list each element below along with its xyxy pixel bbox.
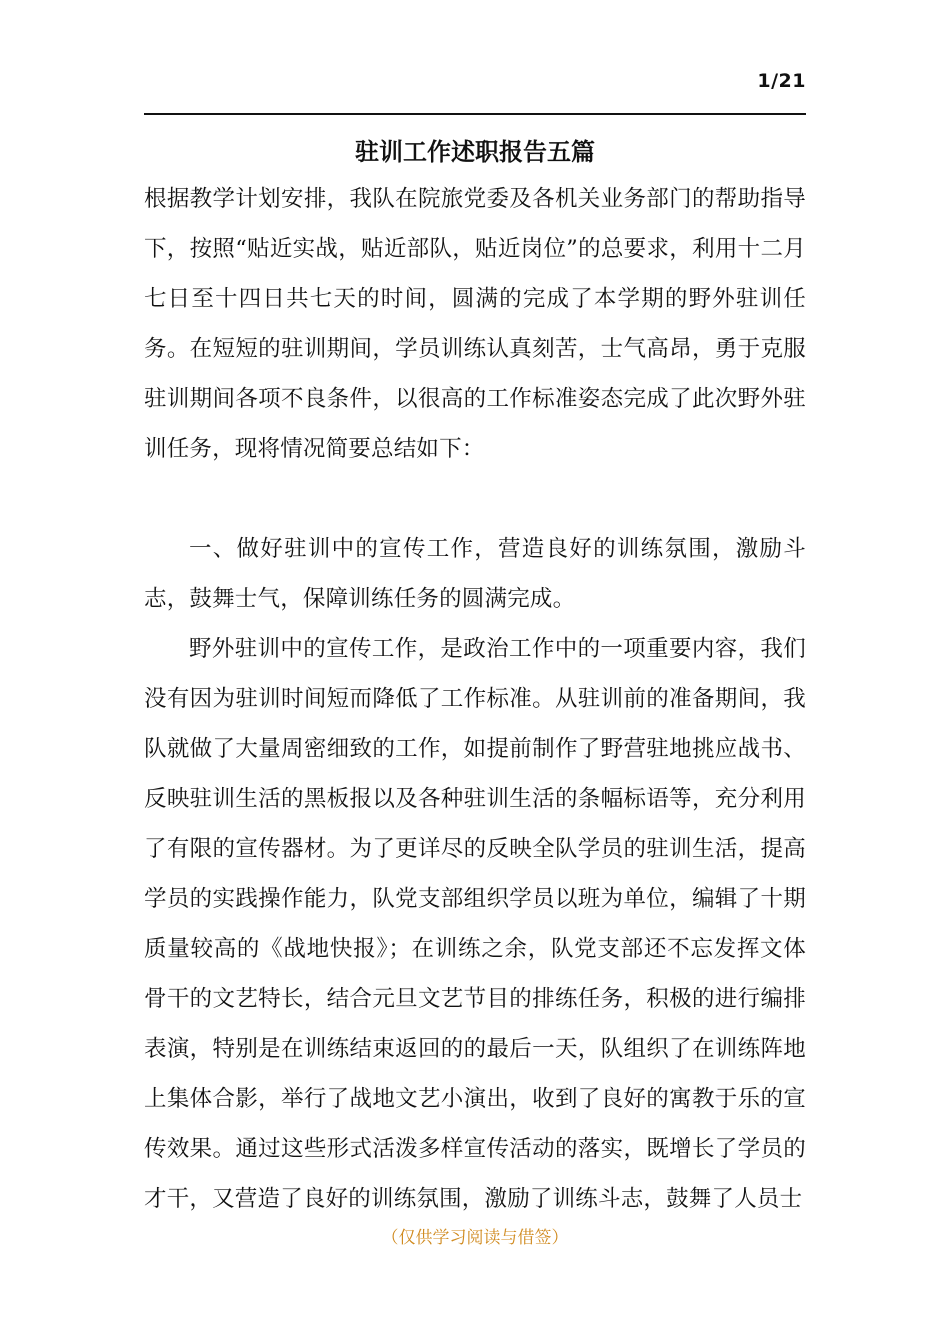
section-heading-1: 一、做好驻训中的宣传工作，营造良好的训练氛围，激励斗志，鼓舞士气，保障训练任务的圆满完成。 — [144, 536, 806, 612]
document-body — [144, 174, 806, 1224]
paragraph-spacer — [144, 474, 806, 524]
document-title: 驻训工作述职报告五篇 — [355, 138, 595, 166]
header-divider — [144, 113, 806, 115]
footer-note: （仅供学习阅读与借签） — [381, 1228, 569, 1248]
page-number: 1/21 — [757, 70, 806, 92]
paragraph-intro: 根据教学计划安排，我队在院旅党委及各机关业务部门的帮助指导下，按照“贴近实战，贴近部队，贴近岗位”的总要求，利用十二月七日至十四日共七天的时间，圆满的完成了本学期的野外驻训任务。在短短的驻训期间，学员训练认真刻苦，士气高昂，勇于克服驻训期间各项不良条件，以很高的工作标准姿态完成了此次野外驻训任务，现将情况简要总结如下： — [144, 186, 806, 462]
paragraph-section-1: 野外驻训中的宣传工作，是政治工作中的一项重要内容，我们没有因为驻训时间短而降低了工作标准。从驻训前的准备期间，我队就做了大量周密细致的工作，如提前制作了野营驻地挑应战书、反映驻训生活的黑板报以及各种驻训生活的条幅标语等，充分利用了有限的宣传器材。为了更详尽的反映全队学员的驻训生活，提高学员的实践操作能力，队党支部组织学员以班为单位，编辑了十期质量较高的《战地快报》；在训练之余，队党支部还不忘发挥文体骨干的文艺特长，结合元旦文艺节目的排练任务，积极的进行编排表演，特别是在训练结束返回的的最后一天，队组织了在训练阵地上集体合影，举行了战地文艺小演出，收到了良好的寓教于乐的宣传效果。通过这些形式活泼多样宣传活动的落实，既增长了学员的才干，又营造了良好的训练氛围，激励了训练斗志，鼓舞了人员士 — [144, 636, 806, 1212]
